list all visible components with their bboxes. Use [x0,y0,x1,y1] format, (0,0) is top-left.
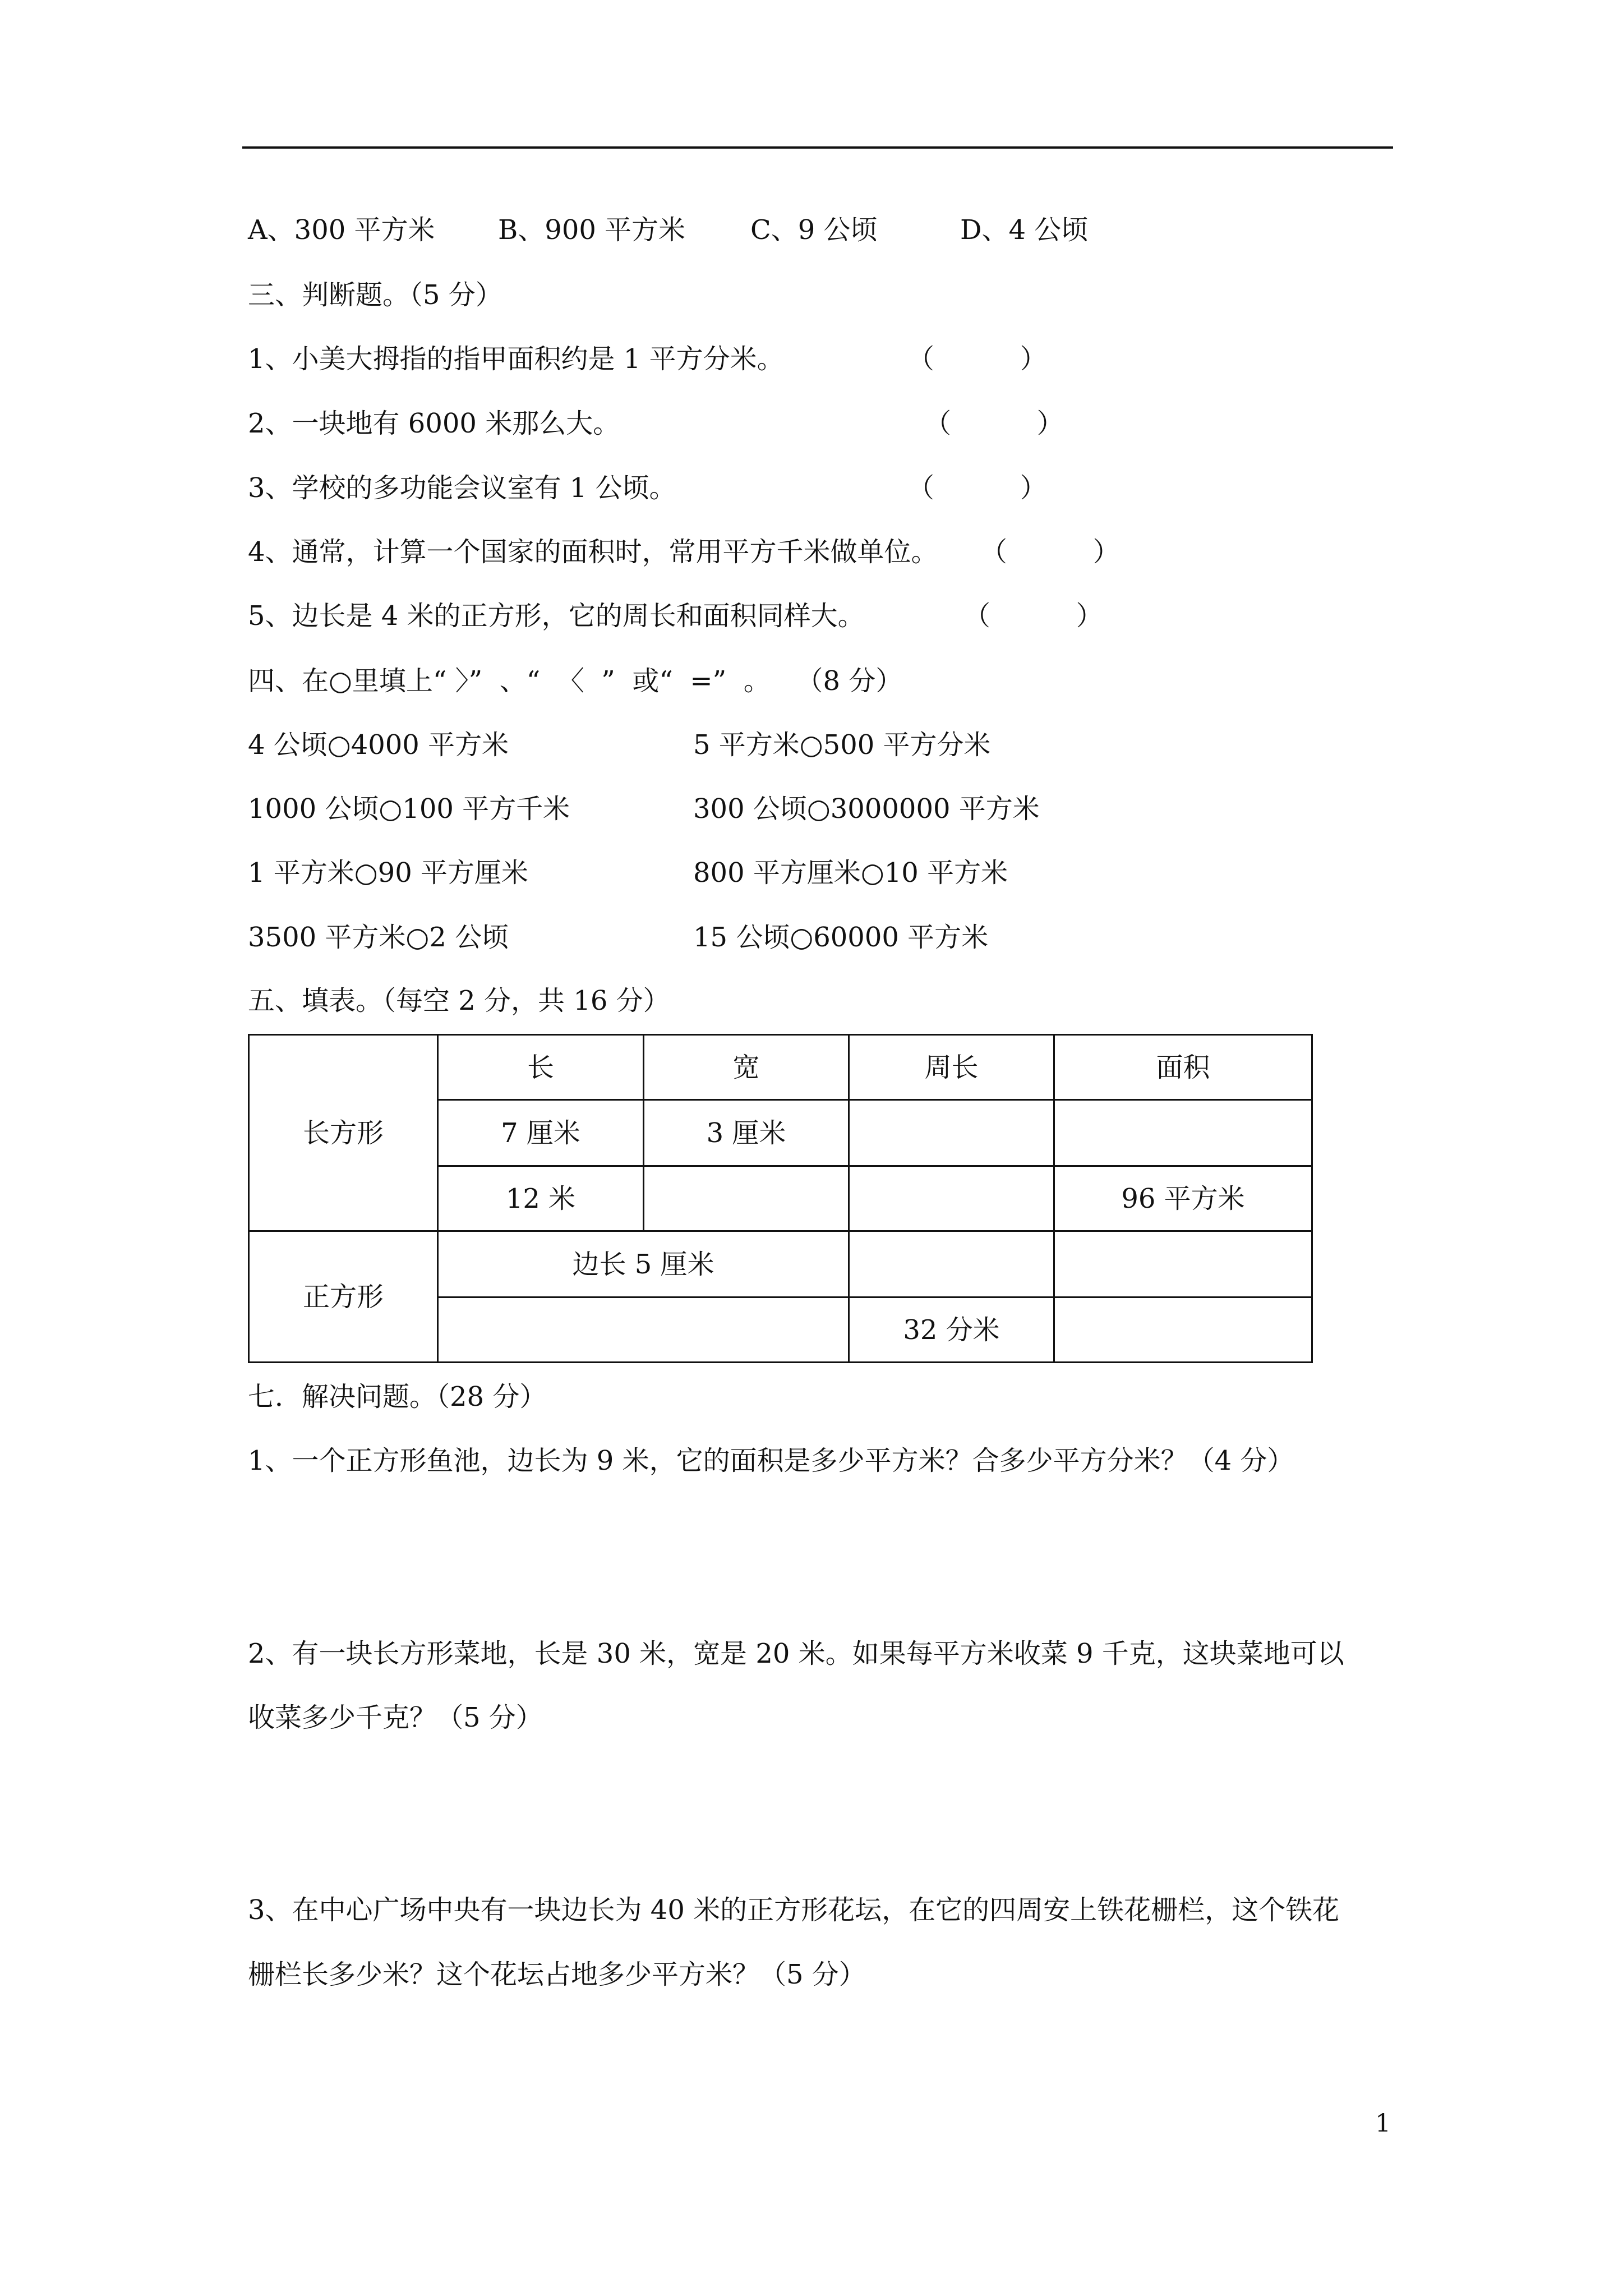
fill-in-table [248,1034,1313,1363]
answer-cell[interactable] [849,1166,1054,1231]
table-cell: 12 米 [438,1166,644,1231]
answer-bracket[interactable]: （ ） [980,536,1120,568]
section3-title: 三、判断题。（5 分） [248,279,502,311]
problem-3-line2: 栅栏长多少米？这个花坛占地多少平方米？（5 分） [248,1959,866,1990]
compare-item[interactable]: 15 公顷○60000 平方米 [693,922,989,953]
answer-bracket[interactable]: （ ） [924,408,1064,439]
option-d: D、4 公顷 [960,214,1089,246]
judge-item-2: 2、一块地有 6000 米那么大。 [248,408,620,439]
header-perimeter: 周长 [849,1035,1054,1100]
compare-item[interactable]: 800 平方厘米○10 平方米 [693,857,1008,889]
answer-bracket[interactable]: （ ） [907,343,1047,375]
compare-item[interactable]: 300 公顷○3000000 平方米 [693,793,1040,825]
square-label-cell: 正方形 [249,1231,438,1363]
option-a: A、300 平方米 [248,214,435,246]
rect-label-cell: 长方形 [249,1035,438,1231]
header-length: 长 [438,1035,644,1100]
answer-cell[interactable] [849,1231,1054,1297]
answer-cell[interactable] [438,1297,849,1363]
compare-item[interactable]: 1000 公顷○100 平方千米 [248,793,570,825]
answer-cell[interactable] [1054,1297,1312,1363]
compare-item[interactable]: 1 平方米○90 平方厘米 [248,857,529,889]
answer-cell[interactable] [1054,1231,1312,1297]
answer-cell[interactable] [849,1100,1054,1166]
problem-1: 1、一个正方形鱼池，边长为 9 米，它的面积是多少平方米？合多少平方分米？（4 分） [248,1445,1294,1476]
section5-title: 五、填表。（每空 2 分，共 16 分） [248,985,670,1016]
compare-item[interactable]: 4 公顷○4000 平方米 [248,729,509,761]
header-area: 面积 [1054,1035,1312,1100]
option-c: C、9 公顷 [750,214,878,246]
table-cell: 边长 5 厘米 [438,1231,849,1297]
judge-item-5: 5、边长是 4 米的正方形，它的周长和面积同样大。 [248,600,865,632]
judge-item-1: 1、小美大拇指的指甲面积约是 1 平方分米。 [248,343,784,375]
answer-bracket[interactable]: （ ） [963,600,1103,632]
problem-3-line1: 3、在中心广场中央有一块边长为 40 米的正方形花坛，在它的四周安上铁花栅栏，这个铁花 [248,1894,1340,1926]
header-width: 宽 [644,1035,849,1100]
page-number: 1 [1375,2109,1391,2138]
answer-bracket[interactable]: （ ） [907,472,1047,504]
option-b: B、900 平方米 [498,214,686,246]
compare-item[interactable]: 5 平方米○500 平方分米 [693,729,991,761]
compare-item[interactable]: 3500 平方米○2 公顷 [248,922,509,953]
table-cell: 3 厘米 [644,1100,849,1166]
table-cell: 7 厘米 [438,1100,644,1166]
section7-title: 七．解决问题。（28 分） [248,1381,547,1412]
judge-item-4: 4、通常，计算一个国家的面积时，常用平方千米做单位。 [248,536,938,568]
table-cell: 32 分米 [849,1297,1054,1363]
header-rule [242,146,1393,149]
answer-cell[interactable] [1054,1100,1312,1166]
table-cell: 96 平方米 [1054,1166,1312,1231]
problem-2-line2: 收菜多少千克？（5 分） [248,1702,543,1733]
judge-item-3: 3、学校的多功能会议室有 1 公顷。 [248,472,676,504]
section4-title: 四、在○里填上“ 〉” 、“ 〈 ” 或“ =” 。 （8 分） [248,665,903,697]
answer-cell[interactable] [644,1166,849,1231]
problem-2-line1: 2、有一块长方形菜地，长是 30 米，宽是 20 米。如果每平方米收菜 9 千克，这块菜地可以 [248,1638,1344,1669]
